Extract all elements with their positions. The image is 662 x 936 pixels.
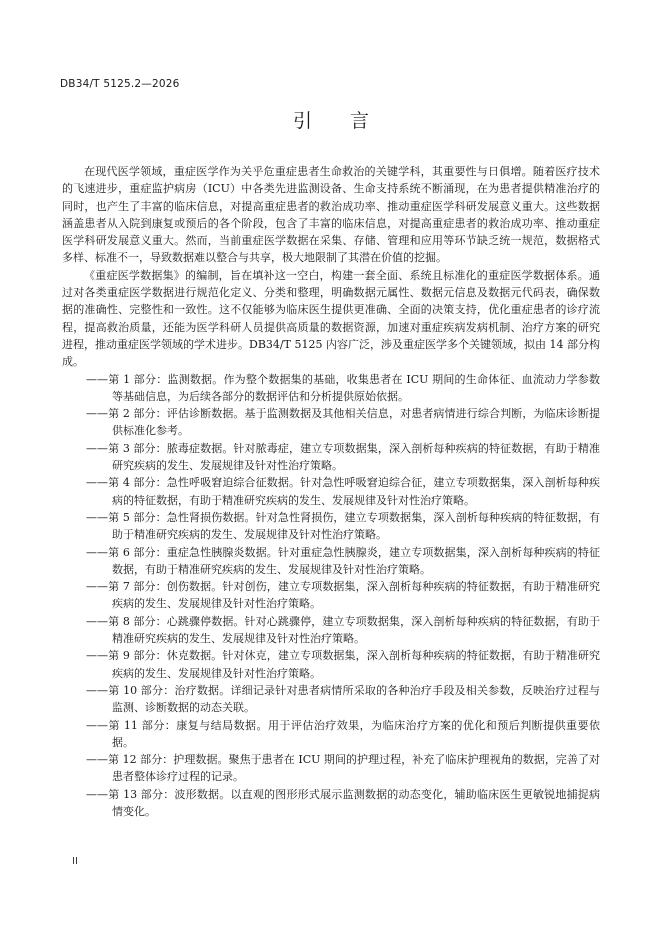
list-item-part-9: ——第 9 部分：休克数据。针对休克，建立专项数据集，深入剖析每种疾病的特征数据，有助于精准研究疾病的发生、发展规律及针对性治疗策略。 [86, 649, 600, 680]
list-item-part-4: ——第 4 部分：急性呼吸窘迫综合征数据。针对急性呼吸窘迫综合征，建立专项数据集，深入剖析每种疾病的特征数据，有助于精准研究疾病的发生、发展规律及针对性治疗策略。 [86, 476, 600, 507]
list-item-part-11: ——第 11 部分：康复与结局数据。用于评估治疗效果，为临床治疗方案的优化和预后判断提供重要依据。 [86, 718, 600, 749]
parts-list [62, 371, 600, 821]
list-item-part-6: ——第 6 部分：重症急性胰腺炎数据。针对重症急性胰腺炎，建立专项数据集，深入剖析每种疾病的特征数据，有助于精准研究疾病的发生、发展规律及针对性治疗策略。 [86, 545, 600, 576]
list-item-part-8: ——第 8 部分：心跳骤停数据。针对心跳骤停，建立专项数据集，深入剖析每种疾病的特征数据，有助于精准研究疾病的发生、发展规律及针对性治疗策略。 [86, 614, 600, 646]
list-item-part-5: ——第 5 部分：急性肾损伤数据。针对急性肾损伤，建立专项数据集，深入剖析每种疾病的特征数据，有助于精准研究疾病的发生、发展规律及针对性治疗策略。 [86, 510, 600, 542]
document-body [62, 163, 600, 820]
list-item-part-10: ——第 10 部分：治疗数据。详细记录针对患者病情所采取的各种治疗手段及相关参数，反映治疗过程与监测、诊断数据的动态关联。 [86, 683, 600, 715]
page-number: II [72, 856, 78, 867]
list-item-part-7: ——第 7 部分：创伤数据。针对创伤，建立专项数据集，深入剖析每种疾病的特征数据，有助于精准研究疾病的发生、发展规律及针对性治疗策略。 [86, 580, 600, 611]
list-item-part-2: ——第 2 部分：评估诊断数据。基于监测数据及其他相关信息，对患者病情进行综合判断，为临床诊断提供标准化参考。 [86, 407, 600, 438]
list-item-part-3: ——第 3 部分：脓毒症数据。针对脓毒症，建立专项数据集，深入剖析每种疾病的特征数据，有助于精准研究疾病的发生、发展规律及针对性治疗策略。 [86, 441, 600, 473]
page-title: 引 言 [292, 110, 369, 132]
standard-code: DB34/T 5125.2—2026 [60, 78, 180, 90]
intro-paragraph-1: 在现代医学领域，重症医学作为关乎危重症患者生命救治的关键学科，其重要性与日俱增。随着医疗技术的飞速进步，重症监护病房（ICU）中各类先进监测设备、生命支持系统不断涌现，在为患者提供精准治疗的同时，也产生了丰富的临床信息，对提高重症患者的救治成功率、推动重症医学科研发展意义重大。这些数据涵盖患者从入院到康复或预后的各个阶段，包含了丰富的临床信息，对提高重症患者的救治成功率、推动重症医学科研发展意义重大。然而，当前重症医学数据在采集、存储、管理和应用等环节缺乏统一规范，数据格式多样、标准不一，导致数据难以整合与共享，极大地限制了其潜在价值的挖掘。 [62, 165, 600, 265]
intro-paragraph-2: 《重症医学数据集》的编制，旨在填补这一空白，构建一套全面、系统且标准化的重症医学数据体系。通过对各类重症医学数据进行规范化定义、分类和整理，明确数据元属性、数据元信息及数据元代码表，确保数据的准确性、完整性和一致性。这不仅能够为临床医生提供更准确、全面的决策支持，优化重症患者的诊疗流程，提高救治质量，还能为医学科研人员提供高质量的数据资源，加速对重症疾病发病机制、治疗方案的研究进程，推动重症医学领域的学术进步。DB34/T 5125 内容广泛，涉及重症医学多个关键领域，拟由 14 部分构成。 [62, 268, 600, 369]
list-item-part-12: ——第 12 部分：护理数据。聚焦于患者在 ICU 期间的护理过程，补充了临床护理视角的数据，完善了对患者整体诊疗过程的记录。 [86, 753, 600, 784]
list-item-part-1: ——第 1 部分：监测数据。作为整个数据集的基础，收集患者在 ICU 期间的生命体征、血流动力学参数等基础信息，为后续各部分的数据评估和分析提供原始依据。 [86, 372, 600, 403]
list-item-part-13: ——第 13 部分：波形数据。以直观的图形形式展示监测数据的动态变化，辅助临床医生更敏锐地捕捉病情变化。 [86, 787, 600, 818]
